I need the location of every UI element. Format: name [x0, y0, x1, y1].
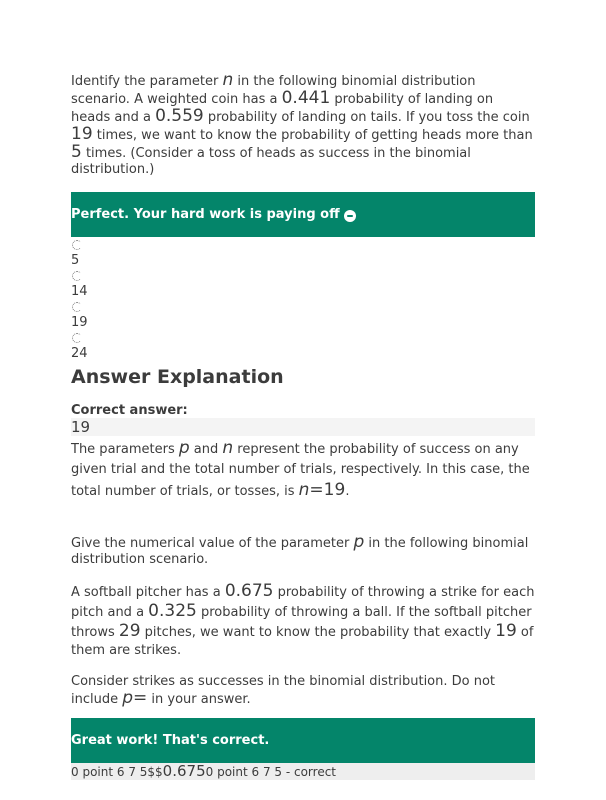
smiley-emoji-icon — [344, 210, 356, 222]
prompt-text: pitches, we want to know the probability that exactly — [140, 625, 496, 640]
prompt-text: Give the numerical value of the parameter — [71, 536, 354, 551]
correct-answer-value: 19 — [71, 418, 535, 436]
prompt-text: probability of landing on tails. If you toss the coin — [203, 110, 530, 125]
option-label: 14 — [71, 284, 88, 299]
explanation-part: represent the probability of success on any given trial and the total number of trials, respectively. In this case, the total number of trials, or tosses, is — [71, 442, 530, 499]
feedback-banner-success — [71, 718, 535, 763]
explanation-part: . — [345, 484, 350, 499]
feedback-text: Great work! That's correct. — [71, 733, 270, 748]
option-label: 19 — [71, 315, 88, 330]
option-label: 5 — [71, 253, 80, 268]
question2-note — [71, 674, 535, 708]
math-p-ball: 0.325 — [148, 601, 197, 621]
math-tosses: 19 — [71, 124, 93, 144]
prompt-text: probability of landing on heads and a — [71, 92, 494, 125]
prompt-text: probability of throwing a strike for each pitch and a — [71, 585, 535, 620]
prompt-text: probability of throwing a ball. If the softball pitcher throws — [71, 605, 532, 640]
correct-answer-label: Correct answer: — [71, 403, 188, 418]
response-math: 0.675 — [162, 762, 206, 780]
math-var-n: n — [222, 70, 234, 90]
math-equation: =19 — [309, 480, 346, 500]
response-text: 0 point 6 7 5 - correct — [205, 765, 337, 779]
explanation-part: The parameters — [71, 442, 179, 457]
radio-icon[interactable] — [72, 271, 82, 281]
math-var-n: n — [298, 480, 310, 500]
prompt-text: in the following binomial distribution scenario. — [71, 536, 529, 567]
math-pitches: 29 — [118, 621, 141, 641]
prompt-text: in the following binomial distribution scenario. A weighted coin has a — [71, 74, 476, 107]
prompt-text: times. (Consider a toss of heads as success in the binomial distribution.) — [71, 146, 471, 177]
option-14[interactable] — [71, 271, 535, 299]
math-equals: = — [133, 688, 148, 708]
math-exact: 19 — [495, 621, 517, 641]
math-p-heads: 0.441 — [281, 88, 331, 108]
math-var-p: p — [122, 688, 134, 708]
question2-scenario — [71, 582, 535, 660]
feedback-text: Perfect. Your hard work is paying off — [71, 207, 340, 222]
explanation-text — [71, 438, 535, 502]
math-p-strike: 0.675 — [224, 581, 274, 601]
option-24[interactable] — [71, 333, 535, 361]
question2-intro — [71, 534, 535, 568]
question1-prompt — [71, 72, 535, 178]
radio-icon[interactable] — [72, 333, 82, 343]
submitted-response — [71, 763, 535, 780]
prompt-text: in your answer. — [147, 692, 251, 707]
math-var-p: p — [353, 532, 365, 552]
math-p-tails: 0.559 — [155, 106, 204, 126]
prompt-text: Consider strikes as successes in the binomial distribution. Do not include — [71, 674, 496, 707]
math-threshold: 5 — [71, 142, 82, 162]
explanation-part: and — [189, 442, 223, 457]
math-var-p: p — [178, 438, 190, 458]
prompt-text: Identify the parameter — [71, 74, 223, 89]
option-5[interactable] — [71, 240, 535, 268]
option-label: 24 — [71, 346, 88, 361]
math-var-n: n — [222, 438, 234, 458]
prompt-text: A softball pitcher has a — [71, 585, 225, 600]
answer-options — [71, 240, 535, 361]
feedback-banner-success — [71, 192, 535, 237]
radio-icon[interactable] — [72, 302, 82, 312]
prompt-text: of them are strikes. — [71, 625, 534, 658]
explanation-heading: Answer Explanation — [71, 366, 284, 388]
prompt-text: times, we want to know the probability of getting heads more than — [92, 128, 533, 143]
page-content — [71, 72, 535, 780]
radio-icon[interactable] — [72, 240, 82, 250]
option-19[interactable] — [71, 302, 535, 330]
response-text: 0 point 6 7 5$$ — [71, 765, 163, 779]
